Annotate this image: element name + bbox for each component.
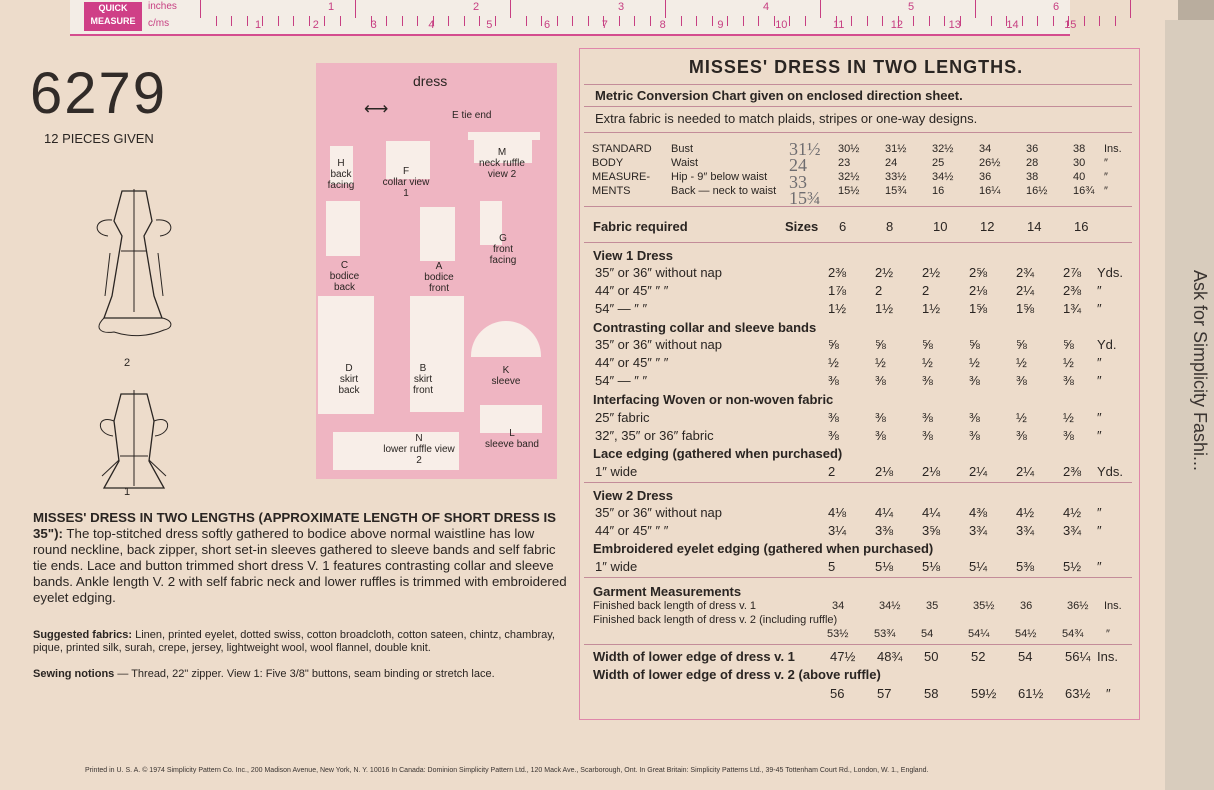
unit-label: Ins. (1104, 143, 1122, 155)
cm-number: 9 (717, 19, 724, 31)
cell-value: 32½ (932, 143, 954, 155)
cell-value: 3¾ (1063, 523, 1082, 538)
cm-number: 7 (601, 19, 608, 31)
row-label: 25″ fabric (595, 410, 650, 425)
cell-value: 47½ (830, 649, 856, 664)
cell-value: 2⅜ (1063, 464, 1082, 479)
cell-value: 34 (832, 600, 845, 612)
cell-value: 16¼ (979, 185, 1001, 197)
cell-value: 40 (1073, 171, 1086, 183)
inch-number: 3 (618, 1, 625, 13)
inch-number: 6 (1053, 1, 1060, 13)
cell-value: ½ (1016, 355, 1027, 370)
ruler-tick (913, 16, 914, 26)
cell-value: 4⅜ (969, 505, 988, 520)
cell-value: ⅜ (1016, 428, 1027, 443)
piece-k: K sleeve (491, 365, 521, 387)
size-header: 14 (1027, 219, 1042, 234)
cell-value: 4¼ (875, 505, 894, 520)
cell-value: ⅜ (875, 410, 886, 425)
ruler-tick (200, 0, 201, 18)
pattern-layout-diagram (316, 63, 557, 479)
cell-value: ⅜ (969, 410, 980, 425)
ruler-tick (262, 16, 263, 26)
cell-value: ½ (1063, 355, 1074, 370)
unit-label: Yds. (1097, 265, 1124, 280)
ruler-tick (526, 16, 527, 26)
dress-sketches (74, 176, 194, 506)
cm-number: 5 (486, 19, 493, 31)
piece-l: L sleeve band (485, 428, 539, 450)
cm-number: 2 (312, 19, 319, 31)
unit-label: ″ (1097, 283, 1102, 298)
piece-m: M neck ruffle view 2 (479, 147, 525, 180)
unit-label: Ins. (1097, 649, 1118, 664)
piece-e: E tie end (452, 110, 492, 121)
cell-value: 63½ (1065, 686, 1091, 701)
unit-label: ″ (1104, 171, 1108, 183)
standard-label: MEASURE- (592, 171, 651, 183)
view-2-label: 2 (124, 357, 131, 369)
ruler-tick (324, 16, 325, 26)
ruler-tick (510, 0, 511, 18)
ruler-tick (572, 16, 573, 26)
cell-value: 54½ (1015, 628, 1037, 640)
cell-value: 2⅛ (969, 283, 988, 298)
extra-fabric-note: Extra fabric is needed to match plaids, stripes or one-way designs. (595, 111, 978, 126)
garment-v1-label: Finished back length of dress v. 1 (593, 600, 757, 612)
ruler-tick (247, 16, 248, 26)
ruler-tick (448, 16, 449, 26)
size-header: 8 (886, 219, 894, 234)
cell-value: 3¾ (1016, 523, 1035, 538)
ruler-tick (991, 16, 992, 26)
piece-d: D skirt back (338, 363, 360, 396)
row-label: 1″ wide (595, 464, 638, 479)
chart-divider (584, 242, 1132, 243)
ruler-tick (541, 16, 542, 26)
unit-label: ″ (1097, 523, 1102, 538)
row-label: 1″ wide (595, 559, 638, 574)
fabric-notes: Suggested fabrics: Linen, printed eyelet, dotted swiss, cotton broadcloth, cotton sateen, chintz, chambray, pique, printed silk, surah, crepe, jersey, lightweight wool, wool flannel, double knit. Sewing notions — Thread, 22" zipper. View 1: Five 3/8" buttons, seam binding or stretch lace. (33, 629, 555, 680)
ruler-tick (386, 16, 387, 26)
cell-value: ⅝ (875, 337, 886, 352)
ruler-tick (975, 0, 976, 18)
row-label: 32″, 35″ or 36″ fabric (595, 428, 714, 443)
cell-value: 32½ (838, 171, 860, 183)
cell-value: ⅜ (1016, 373, 1027, 388)
inch-number: 4 (763, 1, 770, 13)
unit-label: ″ (1097, 559, 1102, 574)
ruler-tick (944, 16, 945, 26)
cell-value: 34½ (932, 171, 954, 183)
piece-shape (420, 207, 455, 261)
cell-value: ⅝ (1016, 337, 1027, 352)
ruler-tick (619, 16, 620, 26)
cell-value: 54 (921, 628, 934, 640)
cell-value: ½ (828, 355, 839, 370)
cell-value: 1½ (828, 301, 847, 316)
edge-text: Ask for Simplicity Fashi... (1190, 270, 1210, 472)
cell-value: ⅜ (828, 410, 839, 425)
unit-label: ″ (1097, 373, 1102, 388)
cell-value: 3¼ (828, 523, 847, 538)
unit-label: ″ (1106, 686, 1111, 701)
size-header: 16 (1074, 219, 1089, 234)
cell-value: 26½ (979, 157, 1001, 169)
ruler-tick (712, 16, 713, 26)
cell-value: 54¼ (968, 628, 990, 640)
size-header: 6 (839, 219, 847, 234)
cm-number: 12 (890, 19, 904, 31)
ruler-tick (650, 16, 651, 26)
cell-value: ⅜ (875, 428, 886, 443)
chart-divider (584, 644, 1132, 645)
inch-number: 1 (328, 1, 335, 13)
ruler-tick (355, 0, 356, 18)
cell-value: ⅝ (922, 337, 933, 352)
unit-label: ″ (1106, 628, 1110, 640)
cell-value: ½ (1063, 410, 1074, 425)
cell-value: ⅜ (922, 373, 933, 388)
unit-label: ″ (1097, 355, 1102, 370)
cell-value: 2¼ (969, 464, 988, 479)
ruler-tick (758, 16, 759, 26)
ruler-tick (1099, 16, 1100, 26)
cell-value: 15¾ (885, 185, 907, 197)
cell-value: 31½ (885, 143, 907, 155)
pattern-description: MISSES' DRESS IN TWO LENGTHS (APPROXIMATE LENGTH OF SHORT DRESS IS 35"): The top-stitched dress softly gathered to bodice above normal waistline has low round neckline, back zipper, short set-in sleeves gathered to sleeve bands and self fabric tie ends. Lace and button trimmed short dress V. 1 features contrasting collar and sleeve bands. Ankle length V. 2 with self fabric neck and lower ruffles is trimmed with embroidered eyelet edging. (33, 510, 567, 605)
cell-value: ⅜ (969, 373, 980, 388)
cell-value: 1⅞ (828, 283, 847, 298)
chart-divider (584, 206, 1132, 207)
ruler-tick (1130, 0, 1131, 18)
inch-number: 5 (908, 1, 915, 13)
view-2-heading: View 2 Dress (593, 488, 673, 503)
cell-value: 16¾ (1073, 185, 1095, 197)
cell-value: 56¼ (1065, 649, 1091, 664)
cell-value: 1¾ (1063, 301, 1082, 316)
inch-label: inches (148, 1, 177, 12)
cell-value: 2 (875, 283, 883, 298)
cell-value: ⅜ (1063, 373, 1074, 388)
standard-label: STANDARD (592, 143, 652, 155)
cell-value: 2⅝ (969, 265, 988, 280)
cell-value: 59½ (971, 686, 997, 701)
unit-label: ″ (1104, 185, 1108, 197)
unit-label: ″ (1097, 428, 1102, 443)
cm-number: 3 (370, 19, 377, 31)
row-label: 35″ or 36″ without nap (595, 505, 723, 520)
ruler-tick (743, 16, 744, 26)
unit-label: ″ (1097, 505, 1102, 520)
layout-title: dress (413, 73, 448, 89)
row-label: 44″ or 45″ ″ ″ (595, 283, 669, 298)
cell-value: 3⅝ (922, 523, 941, 538)
cell-value: 30½ (838, 143, 860, 155)
unit-label: Yd. (1097, 337, 1117, 352)
cell-value: 1⅝ (1016, 301, 1035, 316)
cell-value: 36 (1026, 143, 1039, 155)
cell-value: ⅜ (828, 428, 839, 443)
cell-value: 2⅛ (875, 464, 894, 479)
cell-value: 5⅛ (875, 559, 894, 574)
ruler-tick (340, 16, 341, 26)
cell-value: 16½ (1026, 185, 1048, 197)
cm-label: c/ms (148, 18, 170, 29)
cell-value: ⅝ (969, 337, 980, 352)
ruler-tick (727, 16, 728, 26)
ruler-tick (216, 16, 217, 26)
cm-number: 13 (948, 19, 961, 31)
cm-number: 11 (833, 19, 845, 31)
cell-value: 38 (1026, 171, 1039, 183)
cell-value: 5⅛ (922, 559, 941, 574)
size-header: 10 (933, 219, 948, 234)
lace-heading: Lace edging (gathered when purchased) (593, 446, 843, 461)
cell-value: 61½ (1018, 686, 1044, 701)
measurement-label: Bust (671, 143, 694, 155)
unit-label: Ins. (1104, 600, 1122, 612)
row-label: 44″ or 45″ ″ ″ (595, 355, 669, 370)
cell-value: 2⅛ (922, 464, 941, 479)
cell-value: ½ (875, 355, 886, 370)
cell-value: 1½ (875, 301, 894, 316)
cell-value: 16 (932, 185, 945, 197)
cell-value: 25 (932, 157, 945, 169)
chart-divider (584, 577, 1132, 578)
piece-shape (318, 296, 374, 414)
unit-label: ″ (1097, 410, 1102, 425)
cell-value: 2 (828, 464, 836, 479)
piece-b: B skirt front (412, 363, 433, 396)
piece-n: N lower ruffle view 2 (383, 433, 455, 466)
contrast-heading: Contrasting collar and sleeve bands (593, 320, 817, 335)
cell-value: 3⅜ (875, 523, 894, 538)
cell-value: 1⅝ (969, 301, 988, 316)
ruler-tick (1084, 16, 1085, 26)
cell-value: 54¾ (1062, 628, 1084, 640)
ruler-tick (557, 16, 558, 26)
cell-value: ⅝ (1063, 337, 1074, 352)
cell-value: ⅜ (922, 410, 933, 425)
piece-a: A bodice front (424, 261, 454, 294)
unit-label: ″ (1104, 157, 1108, 169)
cell-value: 4½ (1016, 505, 1035, 520)
piece-shape (471, 321, 541, 357)
ruler-tick (588, 16, 589, 26)
view-1-label: 1 (124, 486, 131, 498)
ruler-tick (278, 16, 279, 26)
ruler-tick (929, 16, 930, 26)
cell-value: 34½ (879, 600, 901, 612)
metric-note: Metric Conversion Chart given on enclosed direction sheet. (595, 88, 963, 103)
cell-value: ⅜ (828, 373, 839, 388)
ruler-tick (681, 16, 682, 26)
quick-measure-logo: QUICK MEASURE (84, 2, 142, 31)
width-v1-label: Width of lower edge of dress v. 1 (593, 649, 795, 664)
row-label: 44″ or 45″ ″ ″ (595, 523, 669, 538)
cell-value: 2½ (875, 265, 894, 280)
cell-value: 5 (828, 559, 836, 574)
cell-value: 28 (1026, 157, 1039, 169)
cell-value: ⅝ (828, 337, 839, 352)
measurement-label: Hip - 9″ below waist (671, 171, 768, 183)
cell-value: 2⅜ (828, 265, 847, 280)
cell-value: ½ (922, 355, 933, 370)
piece-g: G front facing (489, 233, 517, 266)
measurement-label: Waist (671, 157, 699, 169)
row-label: 54″ — ″ ″ (595, 301, 648, 316)
ruler-tick (495, 16, 496, 26)
ruler-tick (479, 16, 480, 26)
cell-value: 2½ (922, 265, 941, 280)
ruler-tick (309, 16, 310, 26)
handwritten-hip: 33 (789, 172, 807, 192)
cm-number: 8 (659, 19, 666, 31)
size-header: 12 (980, 219, 995, 234)
cell-value: 24 (885, 157, 898, 169)
handwritten-waist: 24 (789, 155, 807, 175)
cell-value: ⅜ (1063, 428, 1074, 443)
cell-value: 34 (979, 143, 992, 155)
eyelet-heading: Embroidered eyelet edging (gathered when purchased) (593, 541, 934, 556)
garment-v2-label: Finished back length of dress v. 2 (including ruffle) (593, 614, 838, 626)
ruler-tick (867, 16, 868, 26)
cell-value: ⅜ (922, 428, 933, 443)
ruler-tick (1022, 16, 1023, 26)
ruler-tick (464, 16, 465, 26)
view-1-heading: View 1 Dress (593, 248, 673, 263)
arrow-icon: ⟷ (364, 99, 389, 118)
width-v2-label: Width of lower edge of dress v. 2 (above ruffle) (593, 667, 881, 682)
cm-number: 15 (1064, 19, 1077, 31)
standard-label: BODY (592, 157, 624, 169)
ruler-tick (634, 16, 635, 26)
cell-value: 53¾ (874, 628, 896, 640)
cell-value: 1½ (922, 301, 941, 316)
cell-value: 2¼ (1016, 464, 1035, 479)
cell-value: 36 (979, 171, 992, 183)
cell-value: ⅜ (875, 373, 886, 388)
cell-value: 30 (1073, 157, 1086, 169)
cell-value: 2¼ (1016, 283, 1035, 298)
ruler-tick (402, 16, 403, 26)
ruler-tick (820, 0, 821, 18)
cell-value: 50 (924, 649, 939, 664)
ruler-tick (417, 16, 418, 26)
ruler-tick (851, 16, 852, 26)
cell-value: 35 (926, 600, 939, 612)
cell-value: 58 (924, 686, 939, 701)
pattern-number: 6279 (30, 61, 168, 126)
ruler-tick (1115, 16, 1116, 26)
cm-number: 1 (255, 19, 262, 31)
cell-value: 36 (1020, 600, 1033, 612)
cell-value: 2⅞ (1063, 265, 1082, 280)
chart-divider (584, 482, 1132, 483)
garment-heading: Garment Measurements (593, 584, 742, 599)
cm-number: 6 (544, 19, 551, 31)
measurement-label: Back — neck to waist (671, 185, 777, 197)
piece-shape (326, 201, 360, 256)
inch-number: 2 (473, 1, 480, 13)
cell-value: 52 (971, 649, 986, 664)
fabric-required-heading: Fabric required (593, 219, 688, 234)
ruler-tick (696, 16, 697, 26)
interfacing-heading: Interfacing Woven or non-woven fabric (593, 392, 834, 407)
row-label: 35″ or 36″ without nap (595, 337, 723, 352)
cell-value: 4⅛ (828, 505, 847, 520)
row-label: 54″ — ″ ″ (595, 373, 648, 388)
cell-value: 2⅜ (1063, 283, 1082, 298)
cell-value: 15½ (838, 185, 860, 197)
quick-measure-ruler (70, 0, 1077, 36)
handwritten-back: 15¾ (789, 188, 821, 208)
cell-value: 48¾ (877, 649, 903, 664)
handwritten-bust: 31½ (789, 139, 821, 159)
dress-illustrations (74, 176, 194, 506)
ruler-tick (805, 16, 806, 26)
ruler-tick (231, 16, 232, 26)
cm-number: 10 (775, 19, 788, 31)
cell-value: 35½ (973, 600, 995, 612)
cell-value: 36½ (1067, 600, 1089, 612)
piece-c: C bodice back (329, 260, 360, 293)
ruler-tick (293, 16, 294, 26)
unit-label: Yds. (1097, 464, 1124, 479)
cell-value: 56 (830, 686, 845, 701)
ruler-tick (1037, 16, 1038, 26)
cell-value: 2 (922, 283, 930, 298)
cell-value: 4¼ (922, 505, 941, 520)
cell-value: 23 (838, 157, 851, 169)
copyright-footer: Printed in U. S. A. © 1974 Simplicity Pattern Co. Inc., 200 Madison Avenue, New York, N. Y. 10016 In Canada: Dominion Simplicity Pattern Ltd., 120 Mack Ave., Scarborough, Ont. In Great Britain: Simplicity Patterns Ltd., 39-45 Tottenham Court Rd., London, W. 1., England. (85, 767, 929, 774)
cell-value: 2¾ (1016, 265, 1035, 280)
ruler-tick (665, 0, 666, 18)
cell-value: 5⅜ (1016, 559, 1035, 574)
row-label: 35″ or 36″ without nap (595, 265, 723, 280)
ruler-tick (789, 16, 790, 26)
chart-title: MISSES' DRESS IN TWO LENGTHS. (688, 57, 1024, 77)
cell-value: ½ (1016, 410, 1027, 425)
unit-label: ″ (1097, 301, 1102, 316)
cell-value: ⅜ (969, 428, 980, 443)
cell-value: 54 (1018, 649, 1033, 664)
ruler-tick (1053, 16, 1054, 26)
cell-value: 38 (1073, 143, 1086, 155)
pieces-count: 12 PIECES GIVEN (44, 131, 154, 146)
piece-h: H back facing (327, 158, 355, 191)
cell-value: 3¾ (969, 523, 988, 538)
cell-value: 57 (877, 686, 892, 701)
cell-value: 53½ (827, 628, 849, 640)
cell-value: 5¼ (969, 559, 988, 574)
cell-value: 5½ (1063, 559, 1082, 574)
sizes-label: Sizes (785, 219, 819, 234)
standard-label: MENTS (592, 185, 631, 197)
cm-number: 14 (1006, 19, 1019, 31)
piece-f: F collar view 1 (382, 166, 430, 199)
cell-value: 33½ (885, 171, 907, 183)
cm-number: 4 (428, 19, 435, 31)
cell-value: 4½ (1063, 505, 1082, 520)
ruler-tick (882, 16, 883, 26)
cell-value: ½ (969, 355, 980, 370)
